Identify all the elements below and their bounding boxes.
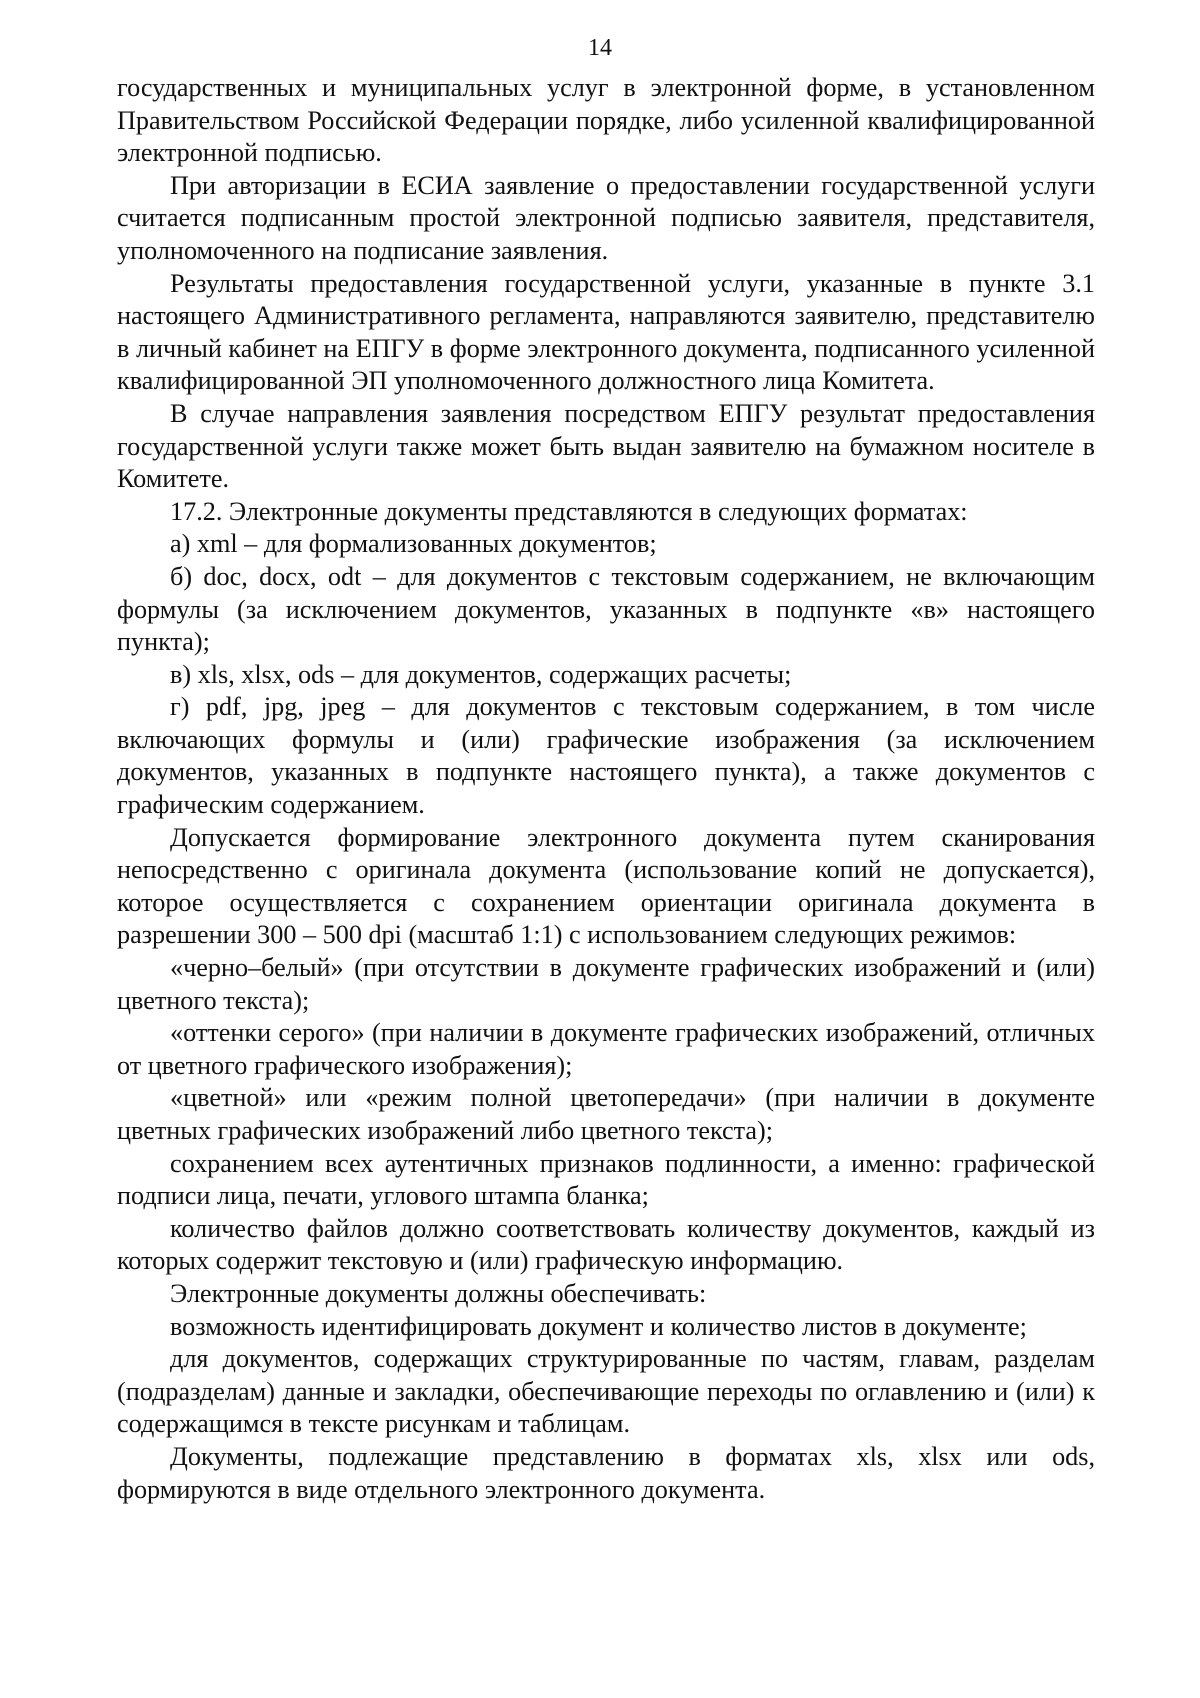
paragraph-spreadsheet-documents: Документы, подлежащие представлению в форматах xls, xlsx или ods, формируются в виде отдельного электронного документа. (117, 1441, 1095, 1504)
paragraph-format-xls: в) xls, xlsx, ods – для документов, содержащих расчеты; (170, 659, 792, 689)
paragraph-format-pdf: г) pdf, jpg, jpeg – для документов с текстовым содержанием, в том числе включающих формулы и (или) графические изображения (за исключением документов, указанных в подпункте настоящего пункта), а также документов с графическим содержанием. (117, 692, 1095, 820)
paragraph-identify-document: возможность идентифицировать документ и количество листов в документе; (170, 1311, 1027, 1341)
paragraph-mode-bw: «черно–белый» (при отсутствии в документе графических изображений и (или) цветного текста); (117, 953, 1095, 1015)
paragraph-file-count: количество файлов должно соответствовать количеству документов, каждый из которых содержит текстовую и (или) графическую информацию. (117, 1213, 1095, 1276)
paragraph-results-delivery: Результаты предоставления государственной услуги, указанные в пункте 3.1 настоящего Административного регламента, направляются заявителю, представителю в личный кабинет на ЕПГУ в форме электронного документа, подписанного усиленной квалифицированной ЭП уполномоченного должностного лица Комитета. (117, 268, 1095, 396)
paragraph-structured-documents: для документов, содержащих структурированные по частям, главам, разделам (подразделам) данные и закладки, обеспечивающие переходы по оглавлению и (или) к содержащимся в тексте рисункам и таблицам. (117, 1344, 1095, 1439)
paragraph-mode-grayscale: «оттенки серого» (при наличии в документе графических изображений, отличных от цветного графического изображения); (117, 1018, 1095, 1080)
paragraph-authenticity: сохранением всех аутентичных признаков подлинности, а именно: графической подписи лица, печати, углового штампа бланка; (117, 1148, 1095, 1211)
paragraph-format-doc: б) doc, docx, odt – для документов с текстовым содержанием, не включающим формулы (за исключением документов, указанных в подпункте «в» настоящего пункта); (117, 561, 1095, 657)
document-body (117, 72, 1095, 1506)
paragraph-format-xml: а) xml – для формализованных документов; (170, 529, 657, 559)
paragraph-mode-color: «цветной» или «режим полной цветопередачи» (при наличии в документе цветных графических изображений либо цветного текста); (117, 1083, 1095, 1145)
page-number: 14 (588, 35, 612, 61)
paragraph-paper-result: В случае направления заявления посредством ЕПГУ результат предоставления государственной услуги также может быть выдан заявителю на бумажном носителе в Комитете. (117, 398, 1095, 494)
paragraph-continuation: государственных и муниципальных услуг в электронной форме, в установленном Правительством Российской Федерации порядке, либо усиленной квалифицированной электронной подписью. (117, 73, 1095, 168)
paragraph-scanning: Допускается формирование электронного документа путем сканирования непосредственно с оригинала документа (использование копий не допускается), которое осуществляется с сохранением ориентации оригинала документа в разрешении 300 – 500 dpi (масштаб 1:1) с использованием следующих режимов: (117, 822, 1095, 950)
paragraph-requirements-heading: Электронные документы должны обеспечивать: (170, 1278, 707, 1308)
paragraph-esia-authorization: При авторизации в ЕСИА заявление о предоставлении государственной услуги считается подписанным простой электронной подписью заявителя, представителя, уполномоченного на подписание заявления. (117, 170, 1095, 265)
paragraph-formats-heading: 17.2. Электронные документы представляются в следующих форматах: (170, 496, 968, 526)
